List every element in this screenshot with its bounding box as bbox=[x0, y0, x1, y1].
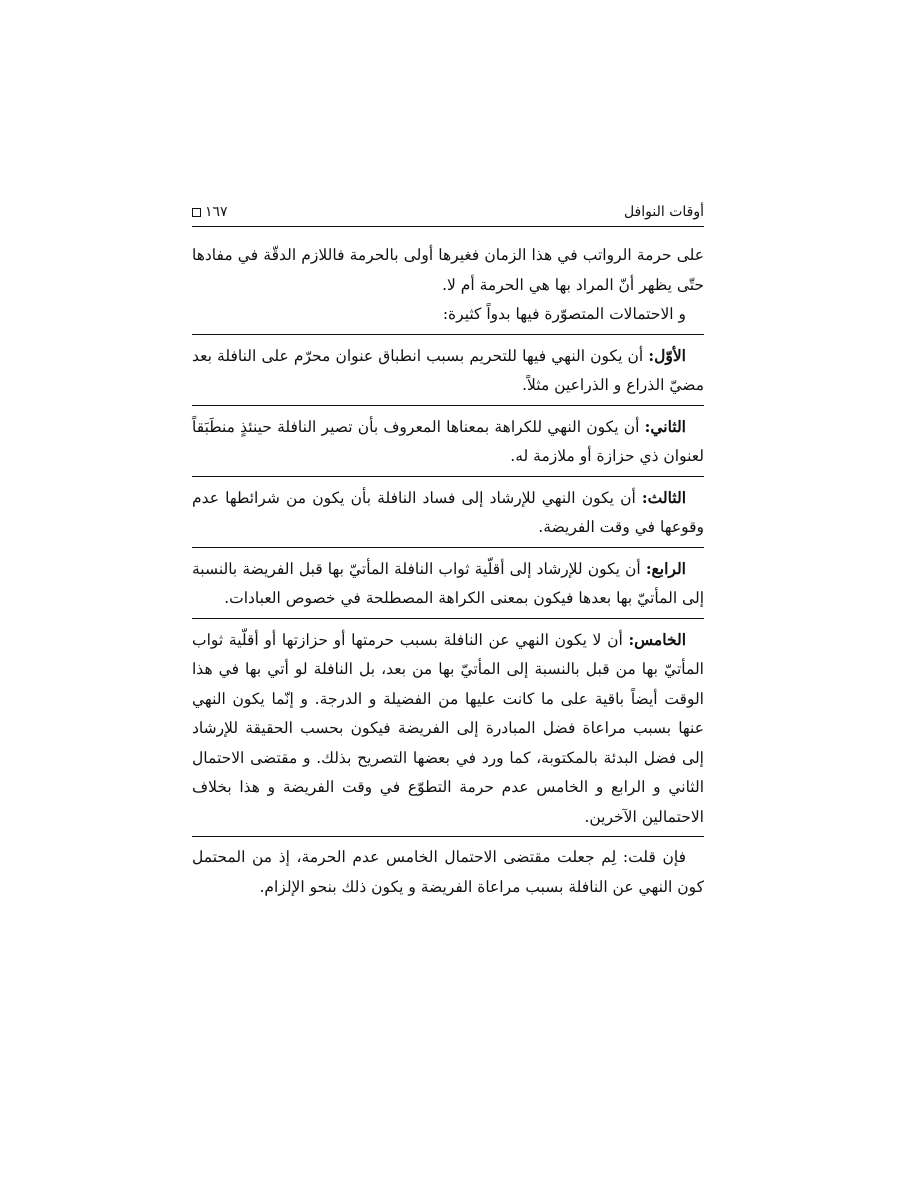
paragraph-intro: على حرمة الرواتب في هذا الزمان فغيرها أولى بالحرمة فاللازم الدقّة في مفادها حتّى يظهر أنّ المراد بها هي الحرمة أم لا. bbox=[192, 246, 704, 294]
divider bbox=[192, 334, 704, 335]
chapter-title: أوقات النوافل bbox=[623, 204, 704, 220]
item-label: الثالث: bbox=[641, 487, 686, 507]
page-number: ١٦٧ bbox=[205, 204, 228, 220]
divider bbox=[192, 476, 704, 477]
item-fifth bbox=[192, 625, 704, 833]
page bbox=[192, 196, 704, 902]
running-header bbox=[192, 196, 704, 227]
item-text: أن لا يكون النهي عن النافلة بسبب حرمتها أو حزازتها أو أقلّية ثواب المأتيّ بها من قبل بالنسبة إلى المأتيّ بها من بعد، بل النافلة لو أتي بها في هذا الوقت أيضاً باقية على ما كانت عليها من الفضيلة و الدرجة. و إنّما يكون النهي عنها بسبب مراعاة فضل المبادرة إلى الفريضة فيكون بحسب الحقيقة للإرشاد إلى فضل البدئة بالمكتوبة، كما ورد في بعضها التصريح بذلك. و مقتضى الاحتمال الثاني و الرابع و الخامس عدم حرمة التطوّع في وقت الفريضة و هذا بخلاف الاحتمالين الآخرين. bbox=[192, 630, 704, 826]
divider bbox=[192, 618, 704, 619]
item-text: أن يكون النهي فيها للتحريم بسبب انطباق عنوان محرّم على النافلة بعد مضيّ الذراع و الذراعين مثلاً. bbox=[192, 346, 704, 394]
item-second bbox=[192, 412, 704, 472]
item-text: أن يكون للإرشاد إلى أقلّية ثواب النافلة المأتيّ بها قبل الفريضة بالنسبة إلى المأتيّ بها بعدها فيكون بمعنى الكراهة المصطلحة في خصوص العبادات. bbox=[192, 559, 704, 607]
item-label: الثاني: bbox=[644, 416, 686, 436]
divider bbox=[192, 405, 704, 406]
item-text: أن يكون النهي للكراهة بمعناها المعروف بأن تصير النافلة حينئذٍ منطَبَقاً لعنوان ذي حزازة أو ملازمة له. bbox=[192, 417, 704, 465]
item-fourth bbox=[192, 554, 704, 614]
item-third bbox=[192, 483, 704, 543]
page-number-group bbox=[192, 204, 228, 220]
item-label: الرابع: bbox=[645, 558, 686, 578]
item-label: الأوّل: bbox=[648, 345, 686, 365]
paragraph-possibilities: و الاحتمالات المتصوّرة فيها بدواً كثيرة: bbox=[442, 305, 686, 323]
square-icon bbox=[192, 208, 201, 217]
item-label: الخامس: bbox=[628, 629, 686, 649]
body-text bbox=[192, 241, 704, 902]
item-first bbox=[192, 341, 704, 401]
divider bbox=[192, 836, 704, 837]
item-text: أن يكون النهي للإرشاد إلى فساد النافلة بأن يكون من شرائطها عدم وقوعها في وقت الفريضة. bbox=[192, 488, 704, 536]
divider bbox=[192, 547, 704, 548]
paragraph-objection: فإن قلت: لِم جعلت مقتضى الاحتمال الخامس عدم الحرمة، إذ من المحتمل كون النهي عن النافلة بسبب مراعاة الفريضة و يكون ذلك بنحو الإلزام. bbox=[192, 848, 704, 896]
